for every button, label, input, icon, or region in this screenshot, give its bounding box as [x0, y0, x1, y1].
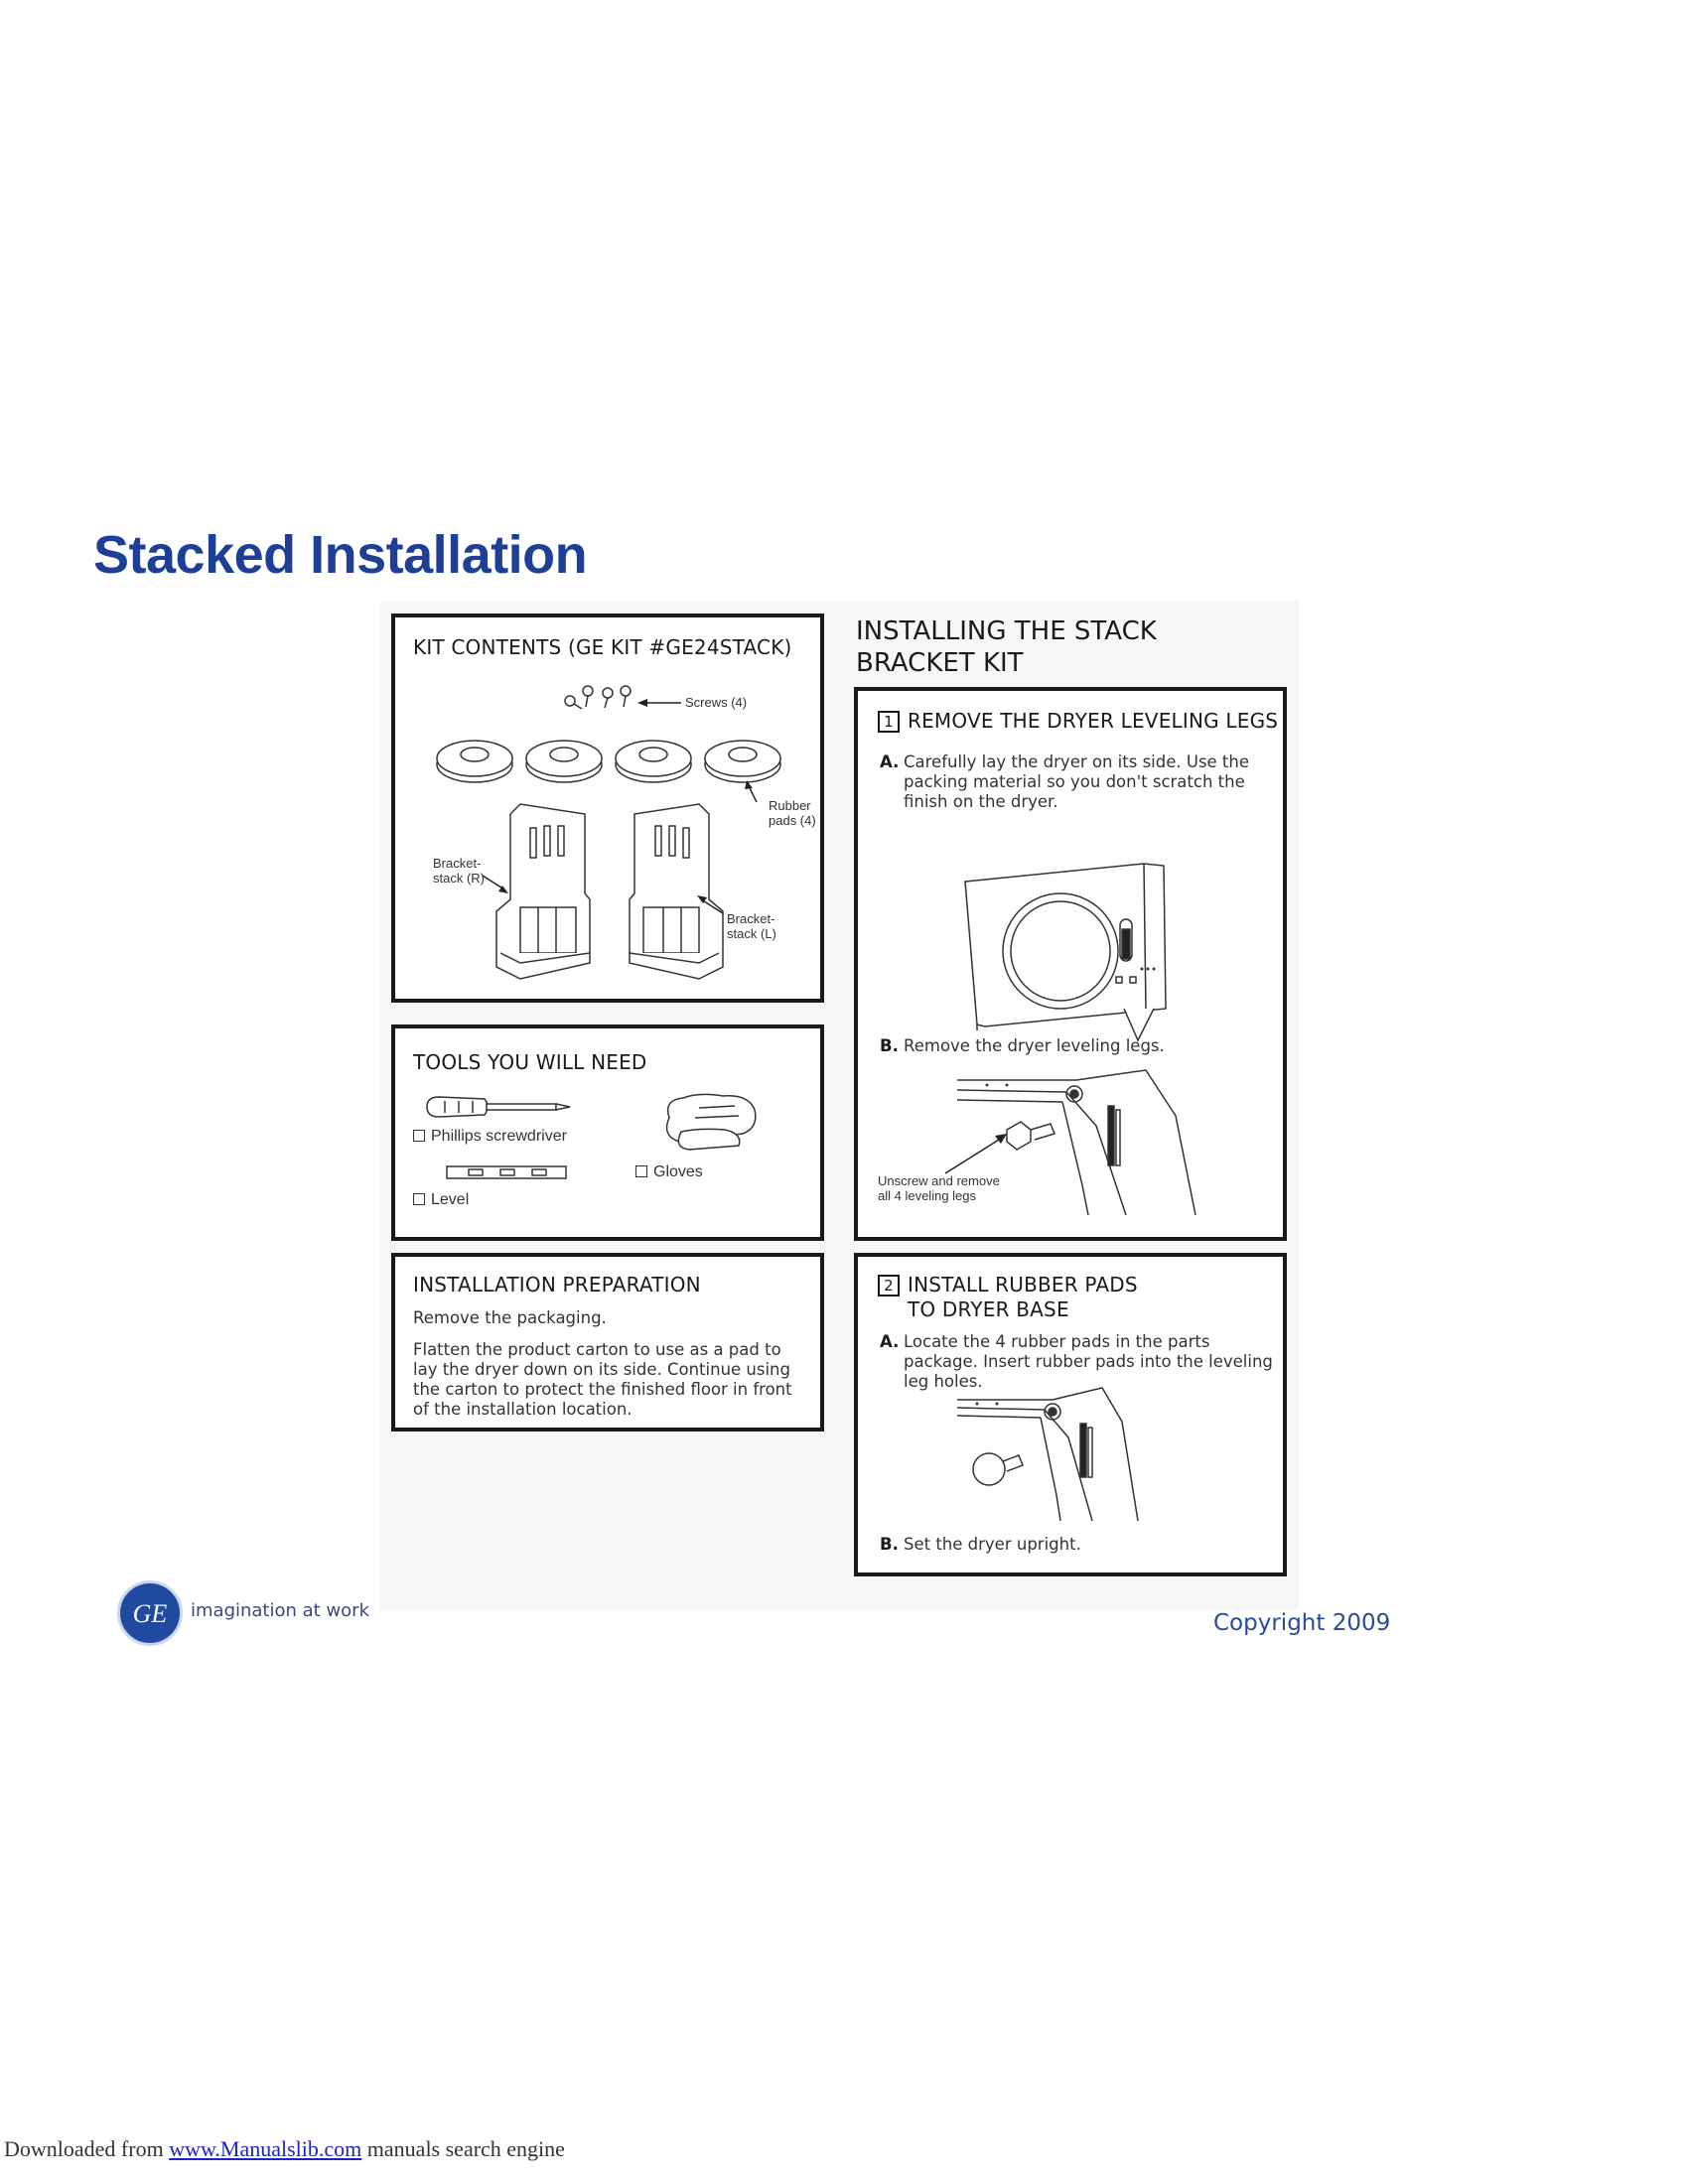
preparation-box	[391, 1253, 824, 1432]
bracket-stack-l-label	[727, 911, 776, 941]
screws-arrow-icon	[637, 698, 683, 708]
kit-contents-box	[391, 614, 824, 1003]
level-icon	[445, 1163, 570, 1181]
step-1-box	[854, 687, 1287, 1241]
step-1-a-letter: A.	[880, 752, 900, 771]
step-1-title-text: REMOVE THE DRYER LEVELING LEGS	[908, 709, 1279, 733]
install-kit-heading	[856, 615, 1157, 679]
step-2-number: 2	[878, 1275, 900, 1297]
rubber-pads-label-line-2: pads (4)	[769, 813, 816, 828]
preparation-paragraph-1: Remove the packaging.	[413, 1308, 607, 1327]
rubber-pads-icon	[435, 729, 792, 788]
tools-title: TOOLS YOU WILL NEED	[413, 1050, 647, 1074]
step-2-a	[880, 1332, 1277, 1392]
step-2-title-line-1: INSTALL RUBBER PADS	[908, 1273, 1138, 1297]
leg-callout-arrow-icon	[941, 1132, 1011, 1177]
bracket-stack-r-label-line-2: stack (R)	[433, 871, 485, 886]
step-2-b-letter: B.	[880, 1535, 899, 1554]
copyright-text: Copyright 2009	[1213, 1610, 1391, 1636]
step-2-b	[880, 1535, 1277, 1555]
dryer-on-side-icon	[955, 860, 1174, 1048]
manualslib-link[interactable]: www.Manualslib.com	[169, 2136, 362, 2161]
rubber-pads-arrow-icon	[745, 780, 761, 804]
screwdriver-icon	[425, 1092, 574, 1122]
brand-tagline: imagination at work	[191, 1600, 369, 1621]
step-1-b-text: Remove the dryer leveling legs.	[904, 1036, 1165, 1055]
gloves-icon	[659, 1088, 763, 1154]
preparation-paragraph-2: Flatten the product carton to use as a pad to lay the dryer down on its side. Continue using the carton to protect the finished floor in front of the installation location.	[413, 1340, 792, 1419]
step-2-box	[854, 1253, 1287, 1576]
step-2-a-letter: A.	[880, 1332, 900, 1351]
rubber-pads-label	[769, 798, 816, 828]
tools-box	[391, 1024, 824, 1241]
tool-level: Level	[413, 1191, 469, 1209]
step-1-b	[880, 1036, 1277, 1056]
step-1-b-letter: B.	[880, 1036, 899, 1055]
step-1-title	[878, 709, 1278, 733]
preparation-title: INSTALLATION PREPARATION	[413, 1273, 701, 1297]
footer-suffix: manuals search engine	[361, 2136, 565, 2161]
step-1-number: 1	[878, 711, 900, 733]
step-1-a-text: Carefully lay the dryer on its side. Use the packing material so you don't scratch the finish on the dryer.	[904, 752, 1250, 811]
download-footer	[4, 2136, 565, 2162]
step-2-a-text: Locate the 4 rubber pads in the parts package. Insert rubber pads into the leveling leg holes.	[904, 1332, 1273, 1391]
page-title: Stacked Installation	[93, 525, 588, 585]
ge-monogram-icon	[120, 1583, 180, 1643]
step-1-callout-line-2: all 4 leveling legs	[878, 1188, 977, 1203]
rubber-pads-label-line-1: Rubber	[769, 798, 811, 813]
install-kit-heading-line-1: INSTALLING THE STACK	[856, 616, 1157, 646]
step-2-title	[878, 1273, 1138, 1322]
step-1-callout	[878, 1173, 1000, 1203]
step-1-a	[880, 752, 1277, 812]
ge-logo-text: GE	[132, 1599, 168, 1628]
bracket-stack-l-label-line-2: stack (L)	[727, 926, 776, 941]
screws-label: Screws (4)	[685, 695, 748, 710]
kit-contents-title: KIT CONTENTS (GE KIT #GE24STACK)	[413, 635, 792, 659]
bracket-stack-r-label-line-1: Bracket-	[433, 856, 482, 871]
step-2-title-line-2: TO DRYER BASE	[908, 1297, 1069, 1321]
footer-prefix: Downloaded from	[4, 2136, 170, 2161]
bracket-r-arrow-icon	[481, 874, 510, 895]
rubber-pad-insert-icon	[953, 1386, 1152, 1525]
ge-logo	[117, 1580, 183, 1646]
tool-phillips-screwdriver: Phillips screwdriver	[413, 1128, 567, 1146]
bracket-l-arrow-icon	[695, 893, 725, 915]
step-1-callout-line-1: Unscrew and remove	[878, 1173, 1000, 1188]
step-2-b-text: Set the dryer upright.	[904, 1535, 1081, 1554]
bracket-stack-r-label	[433, 856, 485, 886]
tool-gloves: Gloves	[635, 1163, 703, 1181]
install-kit-heading-line-2: BRACKET KIT	[856, 648, 1024, 678]
bracket-stack-l-label-line-1: Bracket-	[727, 911, 775, 926]
